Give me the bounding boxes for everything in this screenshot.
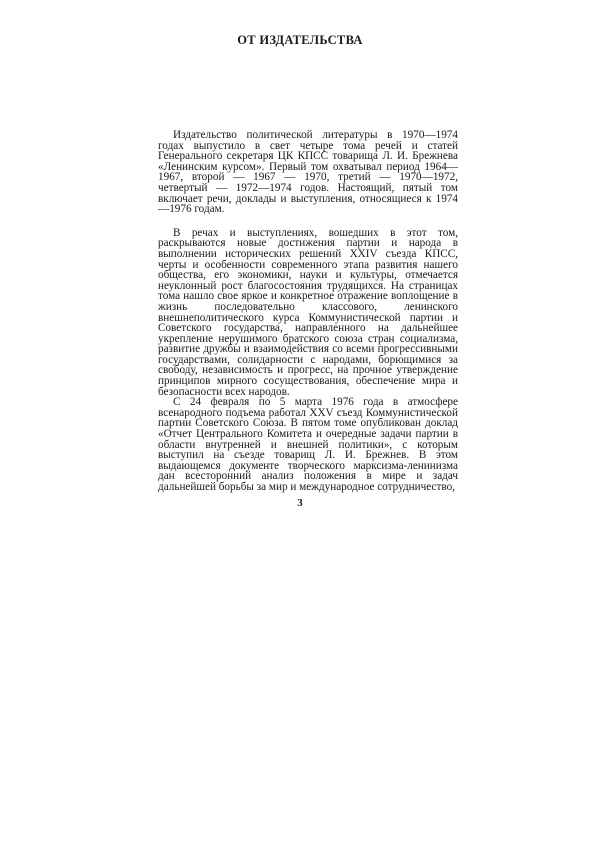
paragraph-speeches: В речах и выступлениях, вошедших в этот том, раскрываются новые достижения партии и народа в выполнении исторических решений XXIV съезда КПСС, черты и особенности современного этапа развития нашего общества, его экономики, науки и культуры, отмечается неуклонный рост благосостояния трудящихся. На страницах тома нашло свое яркое и конкретное отражение воплощение в жизнь последовательно классового, ленинского внешнеполитического курса Коммунистической партии и Советского государства, направленного на дальнейшее укрепление нерушимого братского союза стран социализма, развитие дружбы и взаимодействия со всеми прогрессивными государствами, солидарности с народами, борющимися за свободу, независимость и прогресс, на прочное утверждение принципов мирного сосуществования, обеспечение мира и безопасности всех народов. — [158, 226, 458, 398]
paragraph-congress: С 24 февраля по 5 марта 1976 года в атмосфере всенародного подъема работал XXV съезд Коммунистической партии Советского Союза. В пятом томе опубликован доклад «Отчет Центрального Комитета и очередные задачи партии в области внутренней и внешней политики», с которым выступил на съезде товарищ Л. И. Брежнев. В этом выдающемся документе творческого марксизма-ленинизма дан всесторонний анализ положения в мире и задач дальнейшей борьбы за мир и международное сотрудничество, — [158, 396, 458, 493]
paragraph-spacer — [158, 215, 458, 228]
body-text — [158, 130, 458, 493]
page-number: 3 — [297, 497, 303, 509]
page-heading: ОТ ИЗДАТЕЛЬСТВА — [237, 33, 363, 47]
paragraph-intro: Издательство политической литературы в 1970—1974 годах выпустило в свет четыре тома речей и статей Генерального секретаря ЦК КПСС товарища Л. И. Брежнева «Ленинским курсом». Первый том охватывал период 1964—1967, второй — 1967 — 1970, третий — 1970—1972, четвертый — 1972—1974 годов. Настоящий, пятый том включает речи, доклады и выступления, относящиеся к 1974—1976 годам. — [158, 129, 458, 216]
